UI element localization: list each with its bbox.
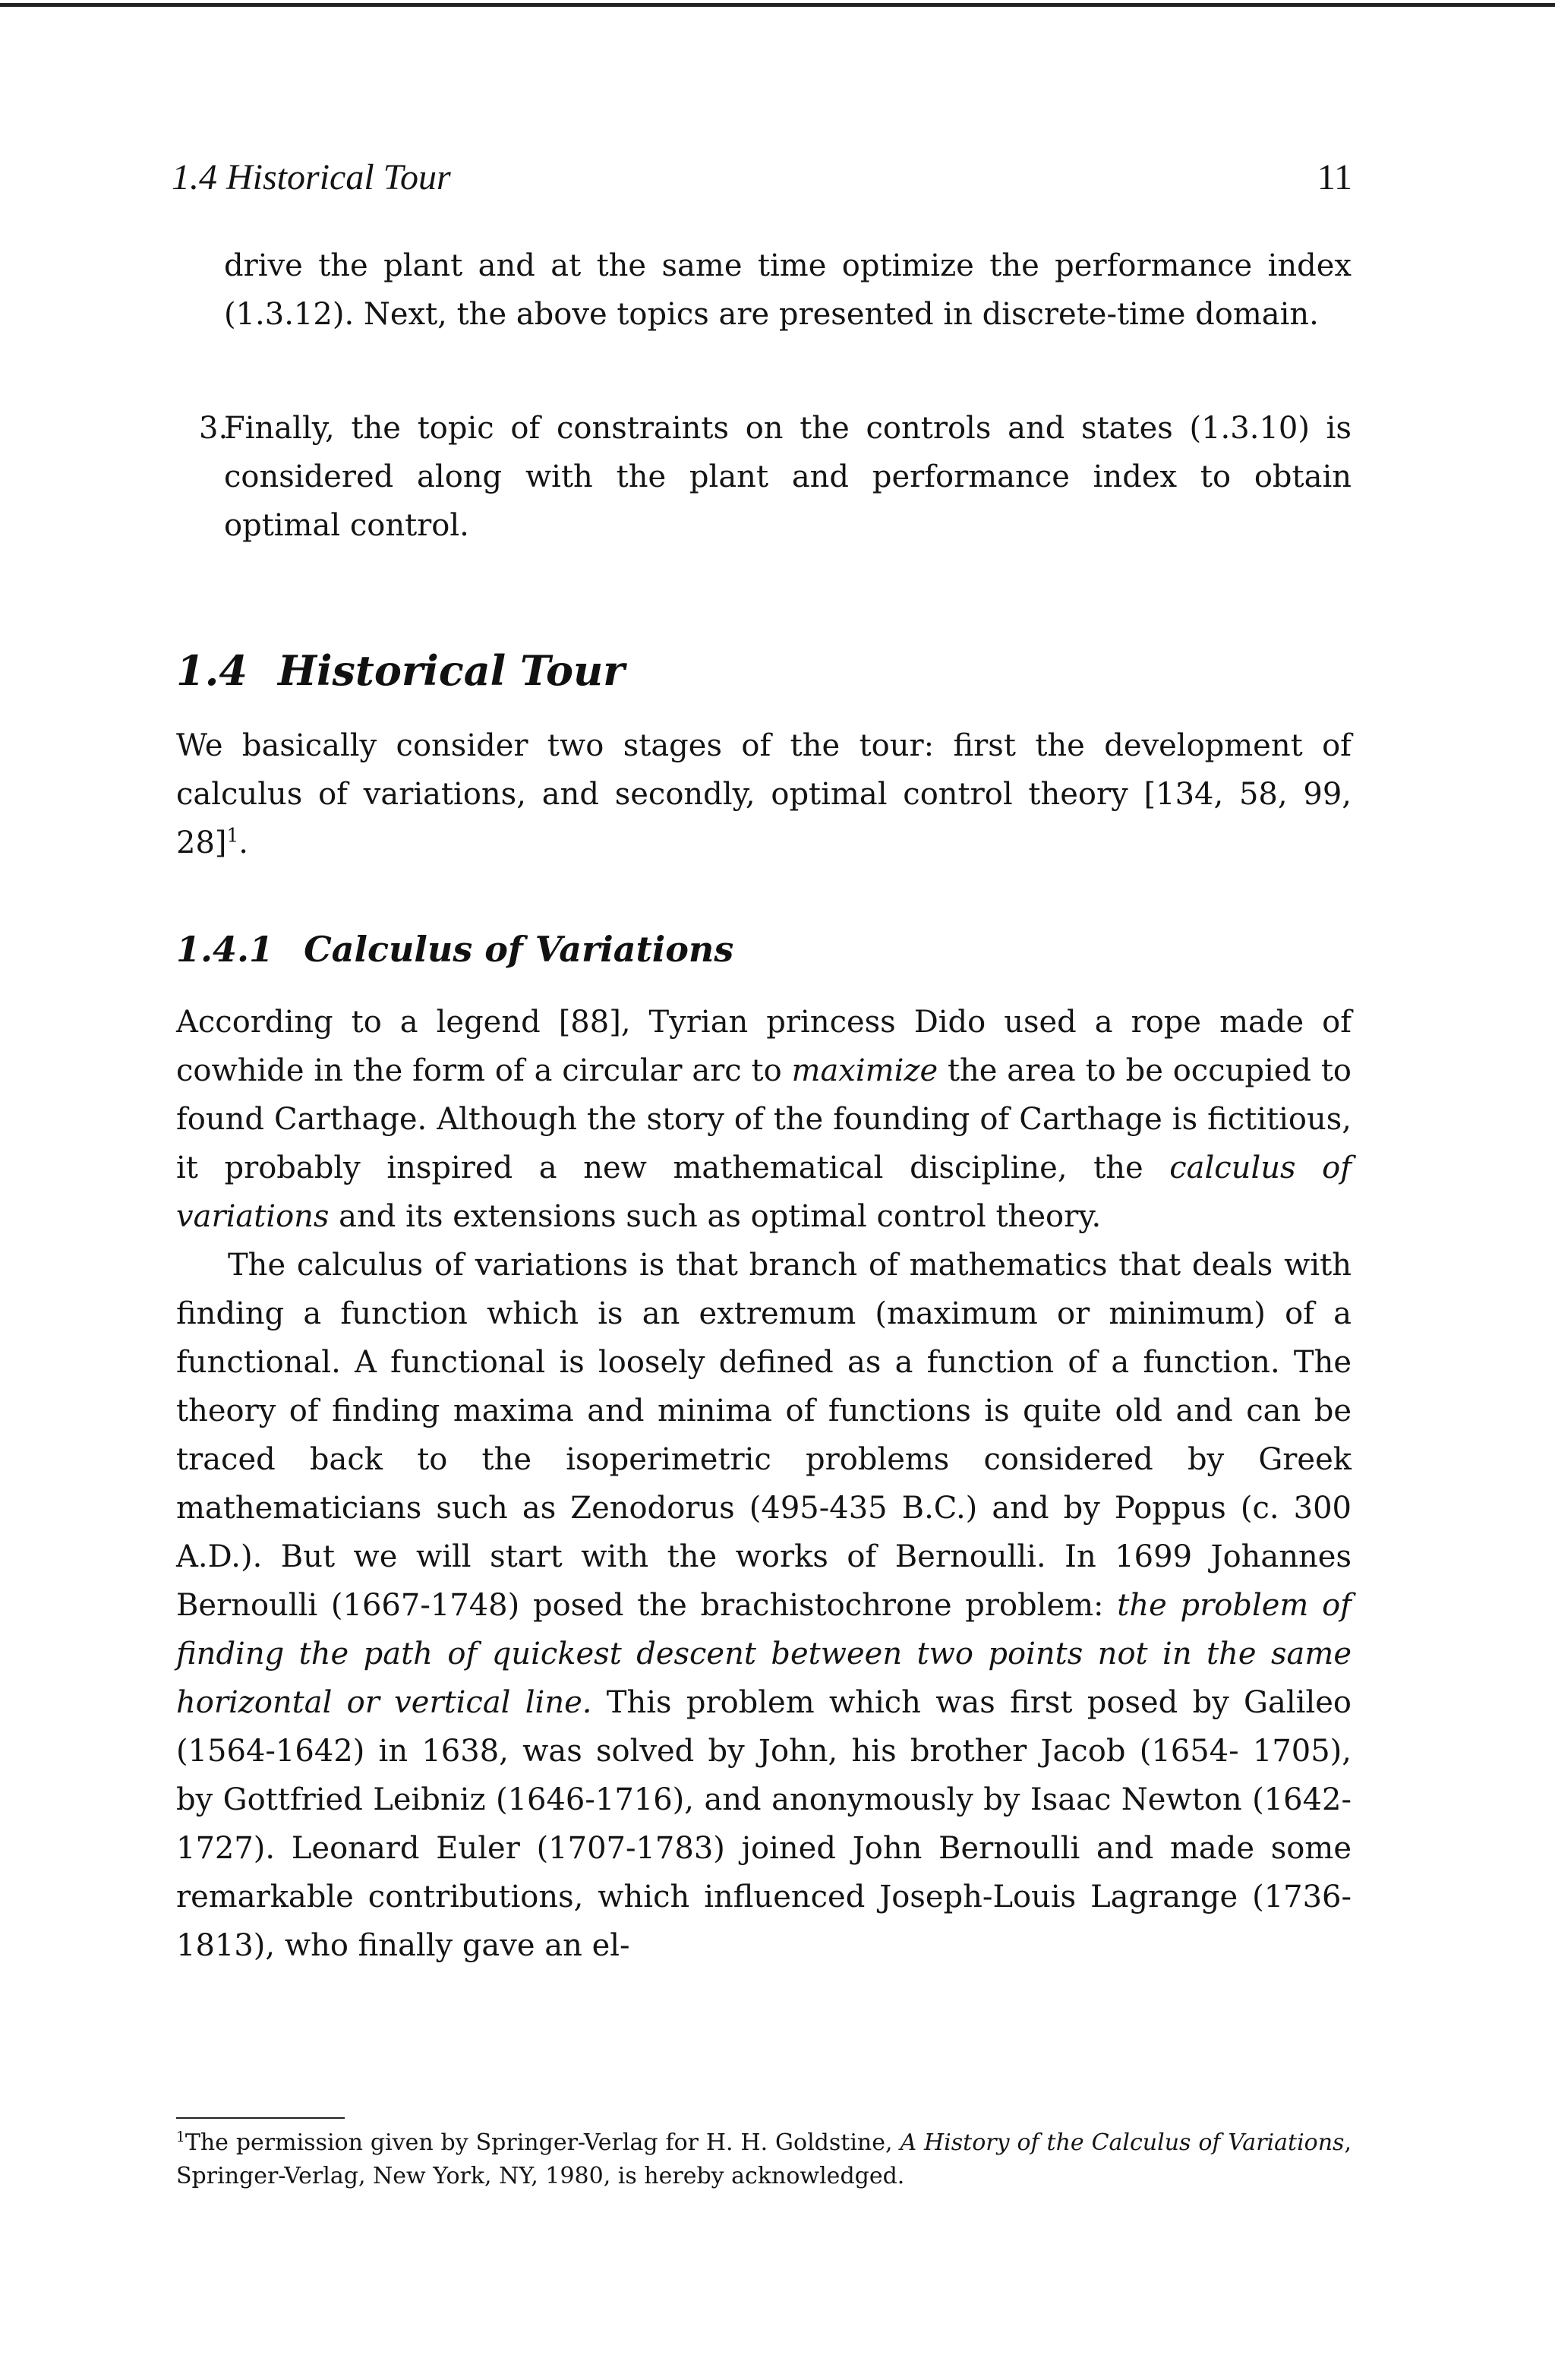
section-heading	[176, 644, 625, 697]
list-item-3-number: 3.	[199, 411, 229, 446]
emphasis-brachistochrone-definition: the problem of finding the path of quickest descent between two points not in the same horizontal or vertical line.	[176, 1588, 1352, 1720]
intro-text: We basically consider two stages of the tour: first the development of calculus of variations, and secondly, optimal control theory [134, 58, 99, 28]	[176, 728, 1352, 860]
subsection-number: 1.4.1	[176, 929, 274, 970]
subsection-title: Calculus of Variations	[304, 929, 734, 970]
page-number: 11	[1317, 157, 1352, 197]
footnote-rule	[176, 2117, 345, 2119]
footnote-text: The permission given by Springer-Verlag for H. H. Goldstine,	[185, 2129, 901, 2156]
text-run: This problem which was first posed by Galileo (1564-1642) in 1638, was solved by John, his brother Jacob (1654- 1705), by Gottfried Leibniz (1646-1716), and anonymously by Isaac Newton (1642-1727). Leonard Euler (1707-1783) joined John Bernoulli and made some remarkable contributions, which influenced Joseph-Louis Lagrange (1736-1813), who finally gave an el-	[176, 1685, 1352, 1963]
list-item-3	[199, 404, 1352, 550]
text-run: the area to be occupied to found Carthage. Although the story of the founding of Carthage is fictitious, it probably inspired a new mathematical discipline, the	[176, 1053, 1352, 1185]
list-item-2-text: drive the plant and at the same time optimize the performance index (1.3.12). Next, the above topics are presented in discrete-time domain.	[224, 248, 1352, 332]
text-run: According to a legend [88], Tyrian princess Dido used a rope made of cowhide in the form of a circular arc to	[176, 1005, 1352, 1088]
subsection-body	[176, 998, 1352, 1970]
section-intro-paragraph	[176, 721, 1352, 867]
emphasis-maximize: maximize	[791, 1053, 938, 1088]
header-section-label: 1.4 Historical Tour	[172, 157, 451, 197]
section-title: Historical Tour	[277, 646, 625, 695]
section-intro	[176, 721, 1352, 867]
running-header	[172, 156, 1352, 199]
subsection-heading	[176, 925, 733, 974]
top-border-rule	[0, 3, 1555, 7]
emphasis-calculus-of-variations: calculus of variations	[176, 1151, 1352, 1234]
paragraph-calculus-history	[176, 1241, 1352, 1970]
text-run: and its extensions such as optimal control theory.	[329, 1199, 1102, 1234]
text-run: The calculus of variations is that branch of mathematics that deals with finding a function which is an extremum (maximum or minimum) of a functional. A functional is loosely defined as a function of a function. The theory of finding maxima and minima of functions is quite old and can be traced back to the isoperimetric problems considered by Greek mathematicians such as Zenodorus (495-435 B.C.) and by Poppus (c. 300 A.D.). But we will start with the works of Bernoulli. In 1699 Johannes Bernoulli (1667-1748) posed the brachistochrone problem:	[176, 1248, 1352, 1623]
section-number: 1.4	[176, 646, 248, 695]
footnote	[176, 2126, 1352, 2193]
list-item-2-continuation	[224, 241, 1352, 339]
paragraph-dido	[176, 998, 1352, 1241]
list-item-3-text: Finally, the topic of constraints on the controls and states (1.3.10) is considered along with the plant and performance index to obtain optimal control.	[224, 411, 1352, 543]
footnote-reference[interactable]: 1	[226, 824, 239, 847]
footnote-text-end: , Springer-Verlag, New York, NY, 1980, is hereby acknowledged.	[176, 2129, 1352, 2189]
footnote-mark: 1	[176, 2129, 185, 2145]
intro-period: .	[238, 825, 249, 860]
footnote-book-title: A History of the Calculus of Variations	[900, 2129, 1345, 2156]
